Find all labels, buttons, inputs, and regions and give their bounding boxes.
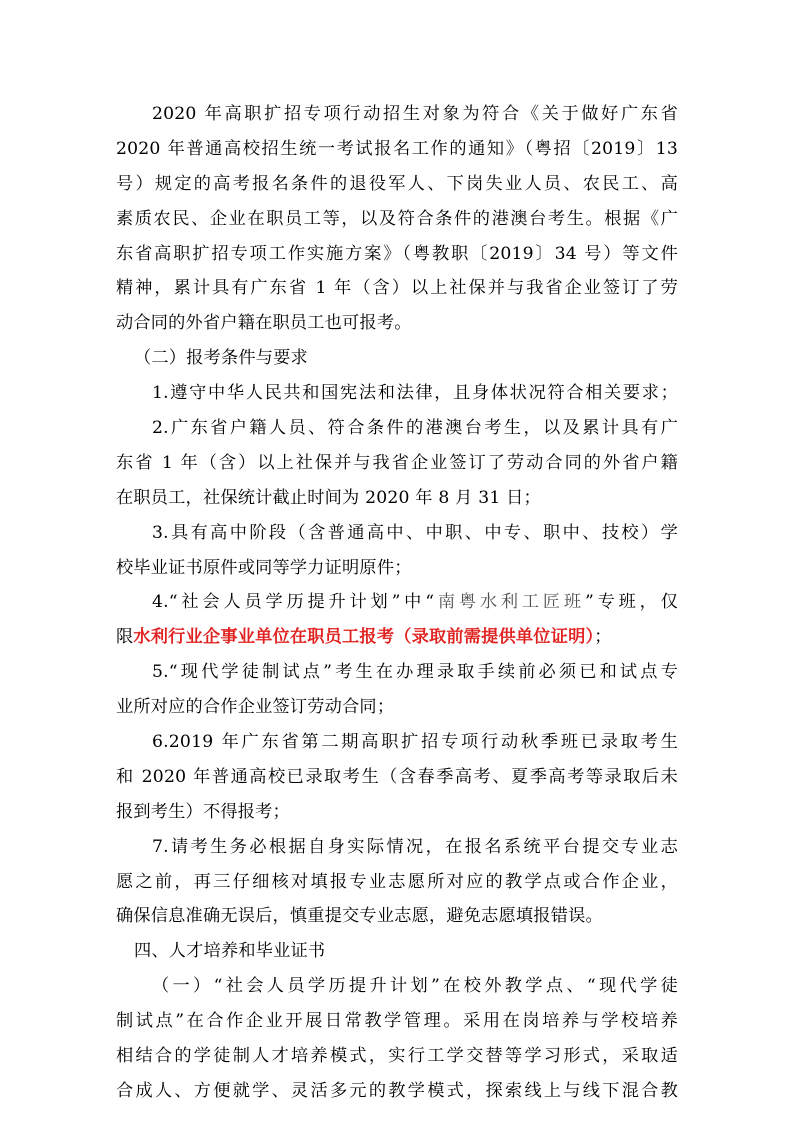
paragraph-line: 合成人、方便就学、灵活多元的教学模式，探索线上与线下混合教	[116, 1080, 678, 1101]
paragraph-line: 愿之前，再三仔细核对填报专业志愿所对应的教学点或合作企业，	[116, 871, 678, 892]
paragraph-line: 和 2020 年普通高校已录取考生（含春季高考、夏季高考等录取后未	[116, 766, 678, 787]
paragraph-line: 精神，累计具有广东省 1 年（含）以上社保并与我省企业签订了劳	[116, 278, 678, 299]
list-item-1: 1.遵守中华人民共和国宪法和法律，且身体状况符合相关要求；	[152, 383, 678, 404]
paragraph-line: 报到考生）不得报考；	[116, 801, 290, 822]
list-item-7: 7.请考生务必根据自身实际情况，在报名系统平台提交专业志	[152, 836, 678, 857]
paragraph-line: 在职员工，社保统计截止时间为 2020 年 8 月 31 日；	[116, 487, 541, 508]
item4-red-emphasis: 水利行业企事业单位在职员工报考（录取前需提供单位证明）	[133, 627, 595, 648]
item4-line2-prefix: 限	[116, 627, 134, 648]
paragraph-line: 制试点”在合作企业开展日常教学管理。采用在岗培养与学校培养	[116, 1011, 678, 1032]
paragraph-line: 相结合的学徒制人才培养模式，实行工学交替等学习形式，采取适	[116, 1046, 678, 1067]
item4-line2-suffix: ；	[594, 627, 612, 648]
paragraph-line: （一）“社会人员学历提升计划”在校外教学点、“现代学徒	[152, 976, 678, 997]
paragraph-line: 确保信息准确无误后，慎重提交专业志愿，避免志愿填报错误。	[116, 906, 603, 927]
list-item-3: 3.具有高中阶段（含普通高中、中职、中专、职中、技校）学	[152, 522, 678, 543]
paragraph-line: 素质农民、企业在职员工等，以及符合条件的港澳台考生。根据《广	[116, 208, 678, 229]
paragraph-line: 2020 年普通高校招生统一考试报名工作的通知》（粤招〔2019〕13	[116, 138, 678, 159]
paragraph-line: 动合同的外省户籍在职员工也可报考。	[116, 313, 412, 334]
paragraph-line: 业所对应的合作企业签订劳动合同；	[116, 697, 395, 718]
list-item-2: 2.广东省户籍人员、符合条件的港澳台考生，以及累计具有广	[152, 418, 678, 439]
item4-line2	[116, 620, 678, 655]
paragraph-line: 号）规定的高考报名条件的退役军人、下岗失业人员、农民工、高	[116, 173, 678, 194]
paragraph-line: 2020 年高职扩招专项行动招生对象为符合《关于做好广东省	[152, 104, 678, 124]
item4-suffix: ”专班，仅	[584, 592, 679, 613]
paragraph-line: 东省高职扩招专项工作实施方案》（粤教职〔2019〕34 号）等文件	[116, 243, 678, 264]
item4-prefix: 4.“社会人员学历提升计划”中“	[152, 592, 435, 613]
list-item-4	[116, 585, 678, 620]
document-body	[116, 97, 678, 1109]
section-heading: （二）报考条件与要求	[134, 348, 308, 369]
item4-highlight: 南粤水利工匠班	[434, 592, 585, 613]
section-heading: 四、人才培养和毕业证书	[134, 941, 326, 962]
list-item-5: 5.“现代学徒制试点”考生在办理录取手续前必须已和试点专	[152, 662, 678, 683]
paragraph-line: 东省 1 年（含）以上社保并与我省企业签订了劳动合同的外省户籍	[116, 452, 678, 473]
list-item-6: 6.2019 年广东省第二期高职扩招专项行动秋季班已录取考生	[152, 732, 678, 753]
paragraph-line: 校毕业证书原件或同等学力证明原件；	[116, 557, 412, 578]
